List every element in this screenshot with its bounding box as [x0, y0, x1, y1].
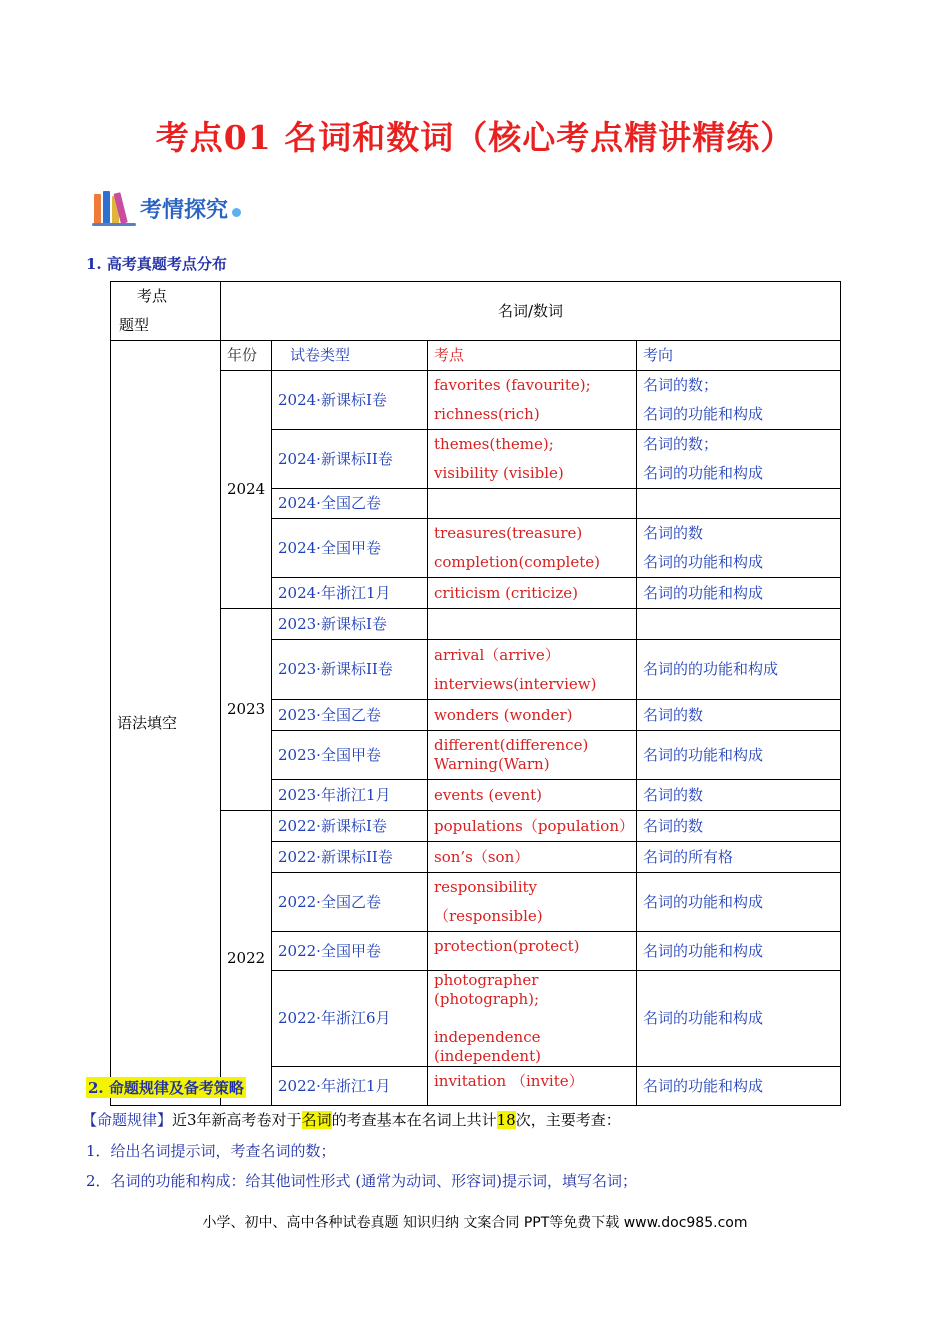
direction-cell: 名词的功能和构成 [637, 731, 841, 780]
direction-cell: 名词的数 [637, 700, 841, 731]
paper-cell: 2024·新课标II卷 [272, 430, 428, 489]
point-cell: events (event) [428, 780, 637, 811]
paper-cell: 2023·新课标I卷 [272, 609, 428, 640]
direction-cell: 名词的数 [637, 811, 841, 842]
paper-cell: 2024·年浙江1月 [272, 578, 428, 609]
section-badge [92, 188, 241, 228]
direction-cell: 名词的功能和构成 [637, 873, 841, 932]
corner-bottom: 题型 [119, 316, 150, 334]
direction-cell [637, 489, 841, 519]
direction-cell: 名词的功能和构成 [637, 971, 841, 1067]
paper-cell: 2022·新课标II卷 [272, 842, 428, 873]
row-header: 语法填空 [111, 341, 221, 1106]
point-cell: treasures(treasure) completion(complete) [428, 519, 637, 578]
badge-label: 考情探究 [140, 197, 229, 223]
page-title: 考点01 名词和数词（核心考点精讲精练） [155, 118, 795, 157]
section2-heading: 2. 命题规律及备考策略 [88, 1079, 244, 1097]
rule-line: 【命题规律】近3年新高考卷对于名词的考查基本在名词上共计18次，主要考查： [82, 1111, 621, 1129]
direction-cell: 名词的功能和构成 [637, 578, 841, 609]
paper-cell: 2024·新课标I卷 [272, 371, 428, 430]
paper-cell: 2023·年浙江1月 [272, 780, 428, 811]
paper-cell: 2022·年浙江6月 [272, 971, 428, 1067]
paper-cell: 2023·全国乙卷 [272, 700, 428, 731]
year-cell: 2024 [221, 371, 272, 609]
point-cell: responsibility （responsible) [428, 873, 637, 932]
section1-heading: 1. 高考真题考点分布 [86, 255, 227, 273]
point-cell: favorites (favourite); richness(rich) [428, 371, 637, 430]
col-header-paper: 试卷类型 [272, 341, 428, 371]
paper-cell: 2024·全国乙卷 [272, 489, 428, 519]
books-icon [92, 190, 138, 226]
point-cell: criticism (criticize) [428, 578, 637, 609]
footer: 小学、初中、高中各种试卷真题 知识归纳 文案合同 PPT等免费下载 www.doc985.com [202, 1215, 748, 1231]
paper-cell: 2022·年浙江1月 [272, 1067, 428, 1106]
rule-label: 【命题规律】 [82, 1111, 173, 1129]
point-cell: wonders (wonder) [428, 700, 637, 731]
point-cell: protection(protect) [428, 932, 637, 971]
point-cell: arrival（arrive） interviews(interview) [428, 640, 637, 700]
direction-cell: 名词的功能和构成 [637, 932, 841, 971]
col-header-direction: 考向 [637, 341, 841, 371]
point-cell: themes(theme); visibility (visible) [428, 430, 637, 489]
direction-cell [637, 609, 841, 640]
paper-cell: 2023·全国甲卷 [272, 731, 428, 780]
direction-cell: 名词的数； 名词的功能和构成 [637, 430, 841, 489]
col-header-year: 年份 [221, 341, 272, 371]
rule-item-1: 1．给出名词提示词，考查名词的数； [86, 1142, 336, 1160]
corner-cell [111, 282, 221, 341]
direction-cell: 名词的数； 名词的功能和构成 [637, 371, 841, 430]
paper-cell: 2022·新课标I卷 [272, 811, 428, 842]
point-cell: invitation （invite） [428, 1067, 637, 1106]
point-cell: different(difference) Warning(Warn) [428, 731, 637, 780]
direction-cell: 名词的的功能和构成 [637, 640, 841, 700]
main-header: 名词/数词 [221, 282, 841, 341]
year-cell: 2023 [221, 609, 272, 811]
point-cell: photographer (photograph); independence (independent) [428, 971, 637, 1067]
paper-cell: 2022·全国甲卷 [272, 932, 428, 971]
point-cell: populations（population） [428, 811, 637, 842]
point-cell [428, 489, 637, 519]
direction-cell: 名词的数 [637, 780, 841, 811]
exam-distribution-table [110, 281, 841, 1106]
paper-cell: 2023·新课标II卷 [272, 640, 428, 700]
direction-cell: 名词的所有格 [637, 842, 841, 873]
direction-cell: 名词的功能和构成 [637, 1067, 841, 1106]
col-header-point: 考点 [428, 341, 637, 371]
dot-icon [232, 208, 241, 217]
year-cell: 2022 [221, 811, 272, 1106]
point-cell: son’s（son） [428, 842, 637, 873]
corner-top: 考点 [137, 287, 168, 305]
rule-item-2: 2．名词的功能和构成：给其他词性形式 (通常为动词、形容词)提示词，填写名词； [86, 1172, 638, 1190]
direction-cell: 名词的数 名词的功能和构成 [637, 519, 841, 578]
point-cell [428, 609, 637, 640]
paper-cell: 2024·全国甲卷 [272, 519, 428, 578]
paper-cell: 2022·全国乙卷 [272, 873, 428, 932]
